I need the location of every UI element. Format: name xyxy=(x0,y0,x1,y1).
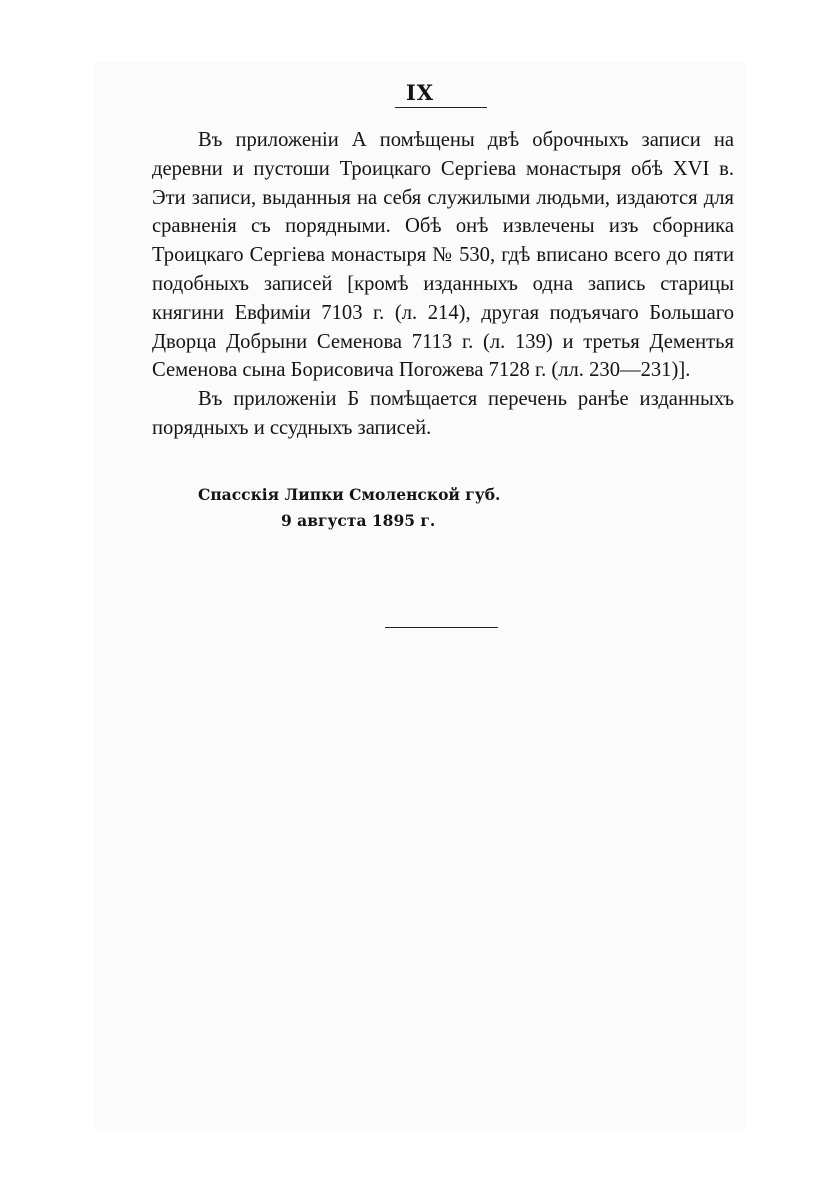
page-number: IX xyxy=(405,80,435,105)
signature-date: 9 августа 1895 г. xyxy=(281,511,436,530)
page-number-underline xyxy=(395,107,487,108)
paragraph-appendix-b: Въ приложенiи Б помѣщается перечень ранѣе изданныхъ порядныхъ и ссудныхъ записей. xyxy=(152,388,734,439)
body-text xyxy=(152,126,734,443)
signature-place: Спасскiя Липки Смоленской губ. xyxy=(198,485,501,504)
signature-block xyxy=(198,482,500,534)
closing-rule xyxy=(385,627,498,628)
paragraph-appendix-a: Въ приложенiи А помѣщены двѣ оброчныхъ записи на деревни и пустоши Троицкаго Сергiева монастыря обѣ XVI в. Эти записи, выданныя на себя служилыми людьми, издаются для сравненiя съ порядными. Обѣ онѣ извлечены изъ сборника Троицкаго Сергiева монастыря № 530, гдѣ вписано всего до пяти подобныхъ записей [кромѣ изданныхъ одна запись старицы княгини Евфимiи 7103 г. (л. 214), другая подъячаго Большаго Дворца Добрыни Семенова 7113 г. (л. 139) и третья Дементья Семенова сына Борисовича Погожева 7128 г. (лл. 230—231)]. xyxy=(152,129,734,382)
